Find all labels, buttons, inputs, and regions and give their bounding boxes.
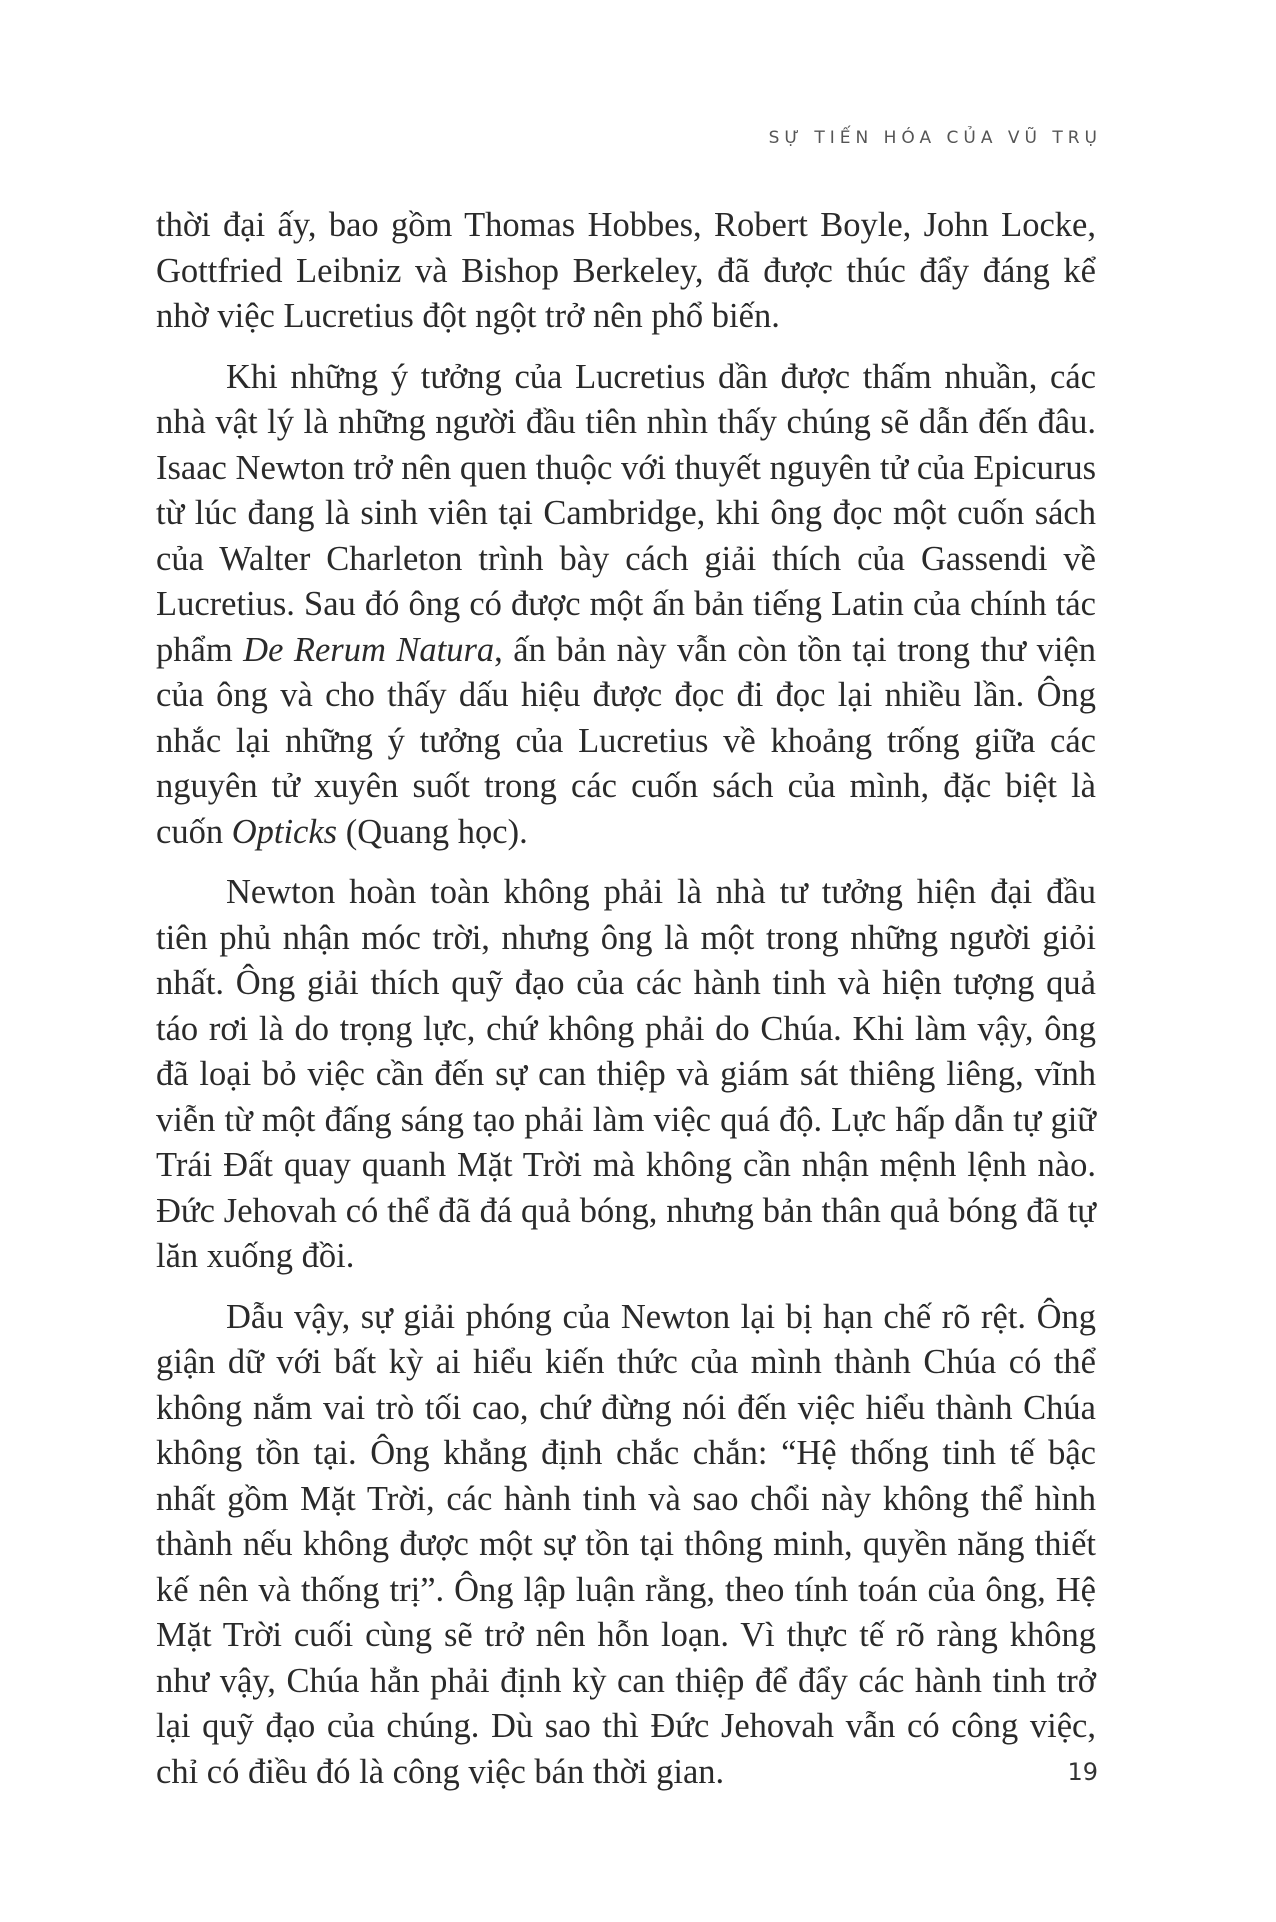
- book-title-de-rerum-natura: De Rerum Natura: [243, 630, 495, 669]
- paragraph-2: [156, 355, 1096, 856]
- paragraph-3: Newton hoàn toàn không phải là nhà tư tưởng hiện đại đầu tiên phủ nhận móc trời, nhưng ông là một trong những người giỏi nhất. Ông giải thích quỹ đạo của các hành tinh và hiện tượng quả táo rơi là do trọng lực, chứ không phải do Chúa. Khi làm vậy, ông đã loại bỏ việc cần đến sự can thiệp và giám sát thiêng liêng, vĩnh viễn từ một đấng sáng tạo phải làm việc quá độ. Lực hấp dẫn tự giữ Trái Đất quay quanh Mặt Trời mà không cần nhận mệnh lệnh nào. Đức Jehovah có thể đã đá quả bóng, nhưng bản thân quả bóng đã tự lăn xuống đồi.: [156, 873, 1096, 1275]
- paragraph-2-text-a: Khi những ý tưởng của Lucretius dần được thấm nhuần, các nhà vật lý là những người đầu tiên nhìn thấy chúng sẽ dẫn đến đâu. Isaac Newton trở nên quen thuộc với thuyết nguyên tử của Epicurus từ lúc đang là sinh viên tại Cambridge, khi ông đọc một cuốn sách của Walter Charleton trình bày cách giải thích của Gassendi về Lucretius. Sau đó ông có được một ấn bản tiếng Latin của chính tác phẩm: [156, 357, 1096, 669]
- running-header-title: SỰ TIẾN HÓA CỦA VŨ TRỤ: [768, 128, 1102, 148]
- body-text: [156, 203, 1096, 1810]
- paragraph-1: thời đại ấy, bao gồm Thomas Hobbes, Robert Boyle, John Locke, Gottfried Leibniz và Bishop Berkeley, đã được thúc đẩy đáng kể nhờ việc Lucretius đột ngột trở nên phổ biến.: [156, 206, 1096, 335]
- paragraph-2-text-c: (Quang học).: [337, 812, 528, 851]
- book-title-opticks: Opticks: [231, 812, 338, 851]
- paragraph-4: Dẫu vậy, sự giải phóng của Newton lại bị hạn chế rõ rệt. Ông giận dữ với bất kỳ ai hiểu kiến thức của mình thành Chúa có thể không nắm vai trò tối cao, chứ đừng nói đến việc hiểu thành Chúa không tồn tại. Ông khẳng định chắc chắn: “Hệ thống tinh tế bậc nhất gồm Mặt Trời, các hành tinh và sao chổi này không thể hình thành nếu không được một sự tồn tại thông minh, quyền năng thiết kế nên và thống trị”. Ông lập luận rằng, theo tính toán của ông, Hệ Mặt Trời cuối cùng sẽ trở nên hỗn loạn. Vì thực tế rõ ràng không như vậy, Chúa hẳn phải định kỳ can thiệp để đẩy các hành tinh trở lại quỹ đạo của chúng. Dù sao thì Đức Jehovah vẫn có công việc, chỉ có điều đó là công việc bán thời gian.: [156, 1297, 1096, 1791]
- page-number: 19: [1067, 1758, 1098, 1786]
- paragraph-2-text-b: , ấn bản này vẫn còn tồn tại trong thư viện của ông và cho thấy dấu hiệu được đọc đi đọc lại nhiều lần. Ông nhắc lại những ý tưởng của Lucretius về khoảng trống giữa các nguyên tử xuyên suốt trong các cuốn sách của mình, đặc biệt là cuốn: [156, 630, 1096, 851]
